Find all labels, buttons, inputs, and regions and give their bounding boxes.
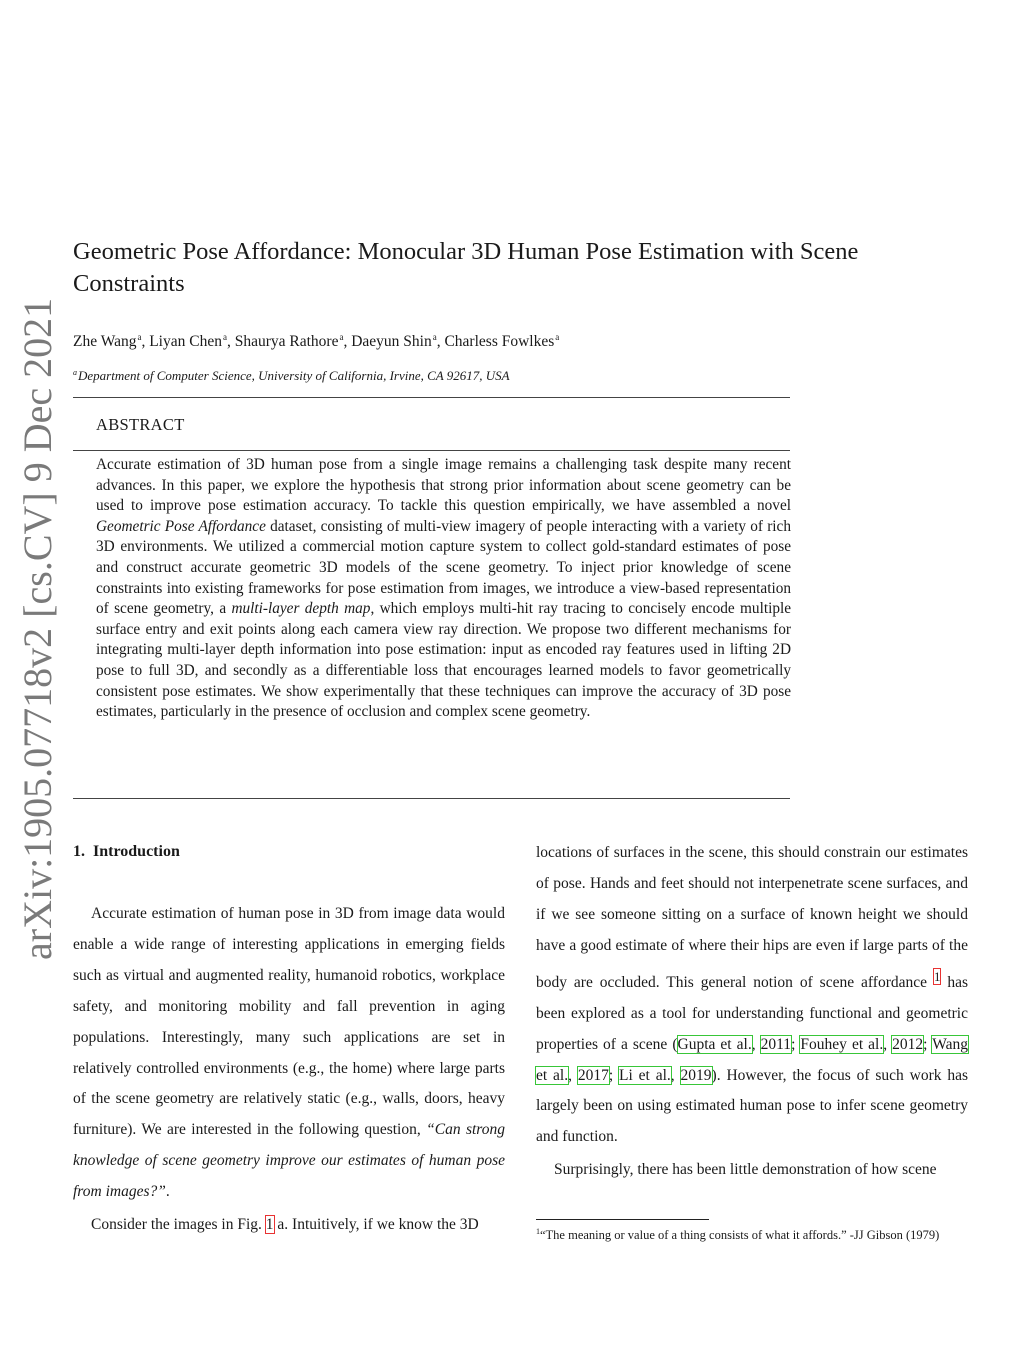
intro-paragraph: Surprisingly, there has been little demonstration of how scene [554,1161,937,1179]
right-column [536,838,968,1186]
abstract-text: dataset, consisting of multi-view imagery of people interacting with a variety of rich 3D environments. We utilized a commercial motion capture system to collect gold-standard estimates of pose and construct accurate geometric 3D models of the scene geometry. To inject prior knowledge of scene constraints into existing frameworks for pose estimation from images, we introduce a view-based representation of scene geometry, a [96,517,791,618]
paragraph-text: . [165,1183,170,1201]
affiliation-mark: a [339,332,344,342]
paragraph-text: has [940,973,969,991]
section-title: Introduction [93,843,180,860]
paragraph-text: a. Intuitively, if we know the 3D [273,1216,479,1234]
affiliation-mark: a [222,332,227,342]
paragraph-text: ). [711,1066,721,1084]
footnote-text: “The meaning or value of a thing consists of what it affords.” -JJ Gibson (1979) [540,1228,940,1242]
author-list: Zhe Wang$^a$, Liyan Chen$^a$, Shaurya Rathore$^a$, Daeyun Shin$^a$, Charless Fowlkes$^a$ [73,332,560,350]
footnote [536,1220,968,1247]
intro-paragraph [73,1210,505,1241]
paragraph-text: However, the focus of such work has largely been on using estimated human pose to infer scene geometry and function. [536,1066,969,1146]
abstract-body [96,455,791,723]
paragraph-text: locations of surfaces in the scene, this should constrain our estimates of pose. Hands and feet should not interpenetrate scene surfaces, and if we see someone sitting on a surface of known height we should have a good estimate of where their hips are even if large parts of the body are occluded. This general notion of scene affordance [536,844,968,991]
left-column [73,838,505,1241]
divider [73,798,790,799]
affiliation-mark: a [432,332,437,342]
divider [73,450,790,451]
author-name: Charless Fowlkes [444,333,555,350]
author-name: Daeyun Shin [351,333,432,350]
paragraph-text: Consider the images in Fig. [91,1216,266,1234]
author-name: Shaurya Rathore [234,333,339,350]
citation-link[interactable]: Fouhey et al. [800,1035,884,1053]
abstract-heading: ABSTRACT [96,415,185,434]
footnote-mark: 1 [536,1227,540,1236]
author-name: Zhe Wang [73,333,137,350]
intro-paragraph [73,899,505,1208]
paragraph-text: Accurate estimation of human pose in 3D from image data would enable a wide range of interesting applications in emerging fields such as virtual and augmented reality, humanoid robotics, workplace safety, and monitoring mobility and fall prevention in aging populations. Interestingly, many such applications are set in relatively controlled environments (e.g., the home) where large parts of the scene geometry are relatively static (e.g., walls, doors, heavy furniture). We are interested in the following question, [73,905,505,1139]
affiliation-mark: a [555,332,560,342]
citation-link[interactable]: 2012 [892,1035,924,1053]
paper-title: Geometric Pose Affordance: Monocular 3D Human Pose Estimation with Scene Constraints [73,238,859,297]
citation-link[interactable]: 2017 [577,1066,609,1084]
citation-link[interactable]: Gupta et al. [677,1035,752,1053]
method-name: multi-layer depth map [231,600,371,618]
footnote-reference-link[interactable]: 1 [933,968,941,984]
section-heading [73,838,505,866]
citation-link[interactable]: 2011 [760,1035,792,1053]
arxiv-identifier: arXiv:1905.07718v2 [cs.CV] 9 Dec 2021 [15,297,60,960]
divider [73,397,790,398]
citation-link[interactable]: Wang et al. [536,1035,969,1084]
citation-link[interactable]: Li et al. [619,1066,671,1084]
abstract-text: , which employs multi-hit ray tracing to concisely encode multiple surface entry and exit points along each camera view ray direction. We propose two different mechanisms for integrating multi-layer depth information into pose estimation: input as encoded ray features used in lifting 2D pose to full 3D, and secondly as a differentiable loss that encourages learned models to favor geometrically consistent pose estimates. We show experimentally that these techniques can improve the accuracy of 3D pose estimates, particularly in the presence of occlusion and complex scene geometry. [96,600,792,721]
dataset-name: Geometric Pose Affordance [96,517,266,535]
affiliation [73,363,510,386]
abstract-text: Accurate estimation of 3D human pose from a single image remains a challenging task despite many recent advances. In this paper, we explore the hypothesis that strong prior information about scene geometry can be used to improve pose estimation accuracy. To tackle this question empirically, we have assembled a novel [96,456,791,515]
affiliation-mark: a [73,368,77,377]
figure-reference-link[interactable]: 1 [265,1216,274,1234]
affiliation-mark: a [137,332,142,342]
citation-link[interactable]: 2019 [680,1066,712,1084]
section-number: 1. [73,843,85,860]
affiliation-text: Department of Computer Science, University of California, Irvine, CA 92617, USA [78,368,510,383]
intro-paragraph-continued: locations of surfaces in the scene, this should constrain our estimates of pose. Hands and feet should not interpenetrate scene surfaces, and if we see someone sitting on a surface of known height we should have a good estimate of where their hips are even if large parts of the body are occluded. This general notion of scene affordance $^1$ has been explored as a tool for understanding functional and geometric properties of a scene (Gupta et al., 2011; Fouhey et al., 2012; Wang et al., 2017; Li et al., 2019). However, the focus of such work has largely been on using estimated human pose to infer scene geometry and function. [536,844,969,1146]
author-name: Liyan Chen [149,333,222,350]
paragraph-text: been explored as a tool for understanding functional and geometric properties of a scene ( [536,1004,968,1053]
research-question: “Can strong knowledge of scene geometry improve our estimates of human pose from images?” [73,1121,505,1201]
